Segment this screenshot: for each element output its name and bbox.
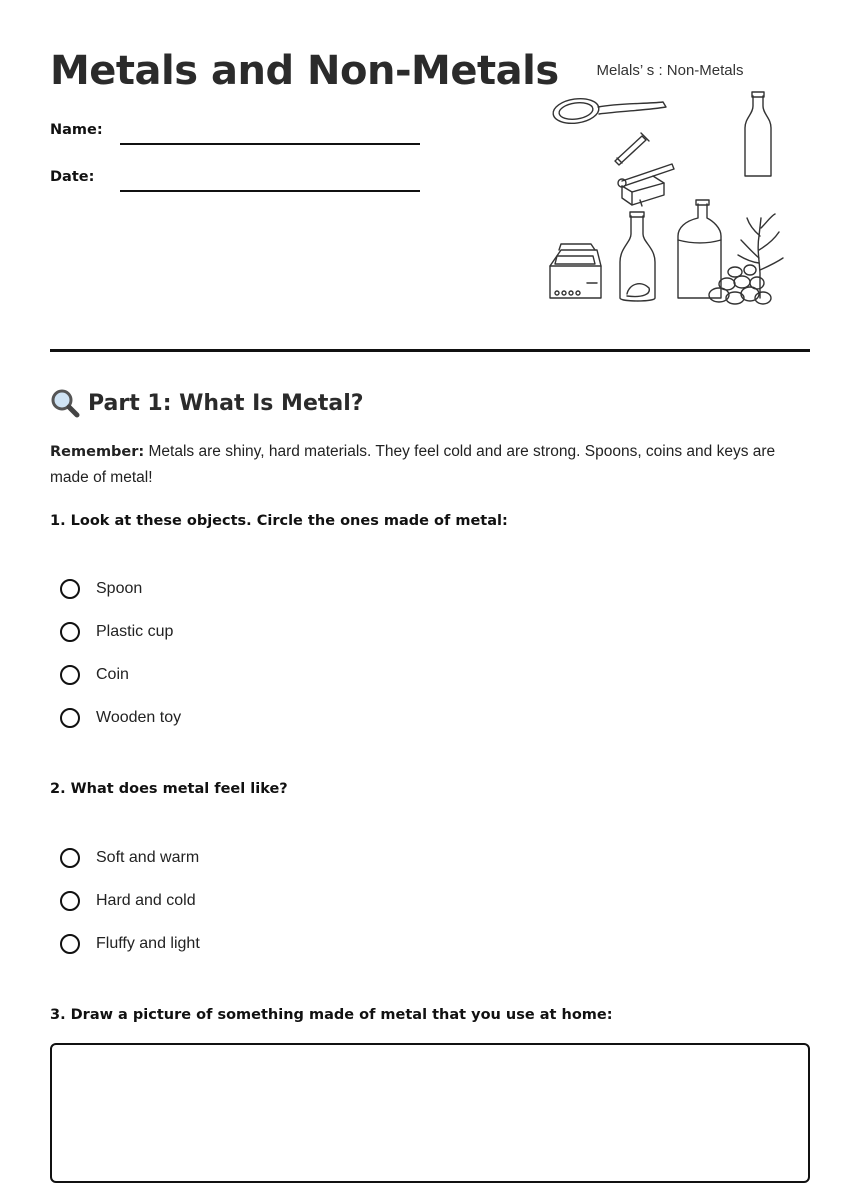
name-field[interactable] (120, 143, 420, 145)
option-label: Spoon (96, 579, 143, 597)
option-wooden-toy[interactable] (60, 696, 181, 739)
radio-button[interactable] (60, 579, 80, 599)
option-label: Fluffy and light (96, 934, 200, 952)
hammer-block-drawing-icon (618, 164, 674, 206)
glass-bottle-drawing-icon (745, 92, 771, 176)
nail-drawing-icon (615, 133, 649, 165)
part1-heading-text: Part 1: What Is Metal? (88, 390, 364, 416)
option-label: Wooden toy (96, 708, 182, 726)
water-bottle-drawing-icon (678, 200, 721, 298)
question-2-options (60, 836, 200, 965)
spoon-drawing-icon (552, 96, 666, 126)
option-hard-and-cold[interactable] (60, 879, 200, 922)
option-label: Coin (96, 665, 129, 683)
option-coin[interactable] (60, 653, 181, 696)
question-1-prompt: 1. Look at these objects. Circle the ones made of metal: (50, 513, 508, 529)
radio-button[interactable] (60, 622, 80, 642)
radio-button[interactable] (60, 665, 80, 685)
option-label: Plastic cup (96, 622, 174, 640)
question-3-prompt: 3. Draw a picture of something made of metal that you use at home: (50, 1007, 613, 1023)
radio-button[interactable] (60, 848, 80, 868)
option-spoon[interactable] (60, 567, 181, 610)
date-label: Date: (50, 169, 95, 185)
twig-drawing-icon (738, 214, 783, 298)
bottle-with-rock-drawing-icon (620, 212, 655, 301)
option-plastic-cup[interactable] (60, 610, 181, 653)
part1-heading (50, 388, 364, 418)
radio-button[interactable] (60, 934, 80, 954)
magnifying-glass-icon (50, 388, 80, 418)
illustration-caption: Melals’ s : Non-Metals (596, 62, 744, 79)
question-1-options (60, 567, 181, 739)
radio-button[interactable] (60, 708, 80, 728)
drawing-area[interactable] (50, 1043, 810, 1183)
remember-text: Metals are shiny, hard materials. They feel cold and are strong. Spoons, coins and keys are made of metal! (50, 443, 776, 486)
section-divider (50, 349, 810, 352)
worksheet-title: Metals and Non-Metals (50, 48, 559, 94)
metals-nonmetals-illustration (545, 58, 795, 313)
option-label: Hard and cold (96, 891, 196, 909)
option-soft-and-warm[interactable] (60, 836, 200, 879)
date-field[interactable] (120, 190, 420, 192)
remember-note (50, 439, 810, 491)
radio-button[interactable] (60, 891, 80, 911)
question-2-prompt: 2. What does metal feel like? (50, 781, 288, 797)
option-label: Soft and warm (96, 848, 200, 866)
scale-drawing-icon (550, 244, 601, 298)
name-label: Name: (50, 122, 103, 138)
remember-label: Remember: (50, 444, 145, 460)
option-fluffy-and-light[interactable] (60, 922, 200, 965)
